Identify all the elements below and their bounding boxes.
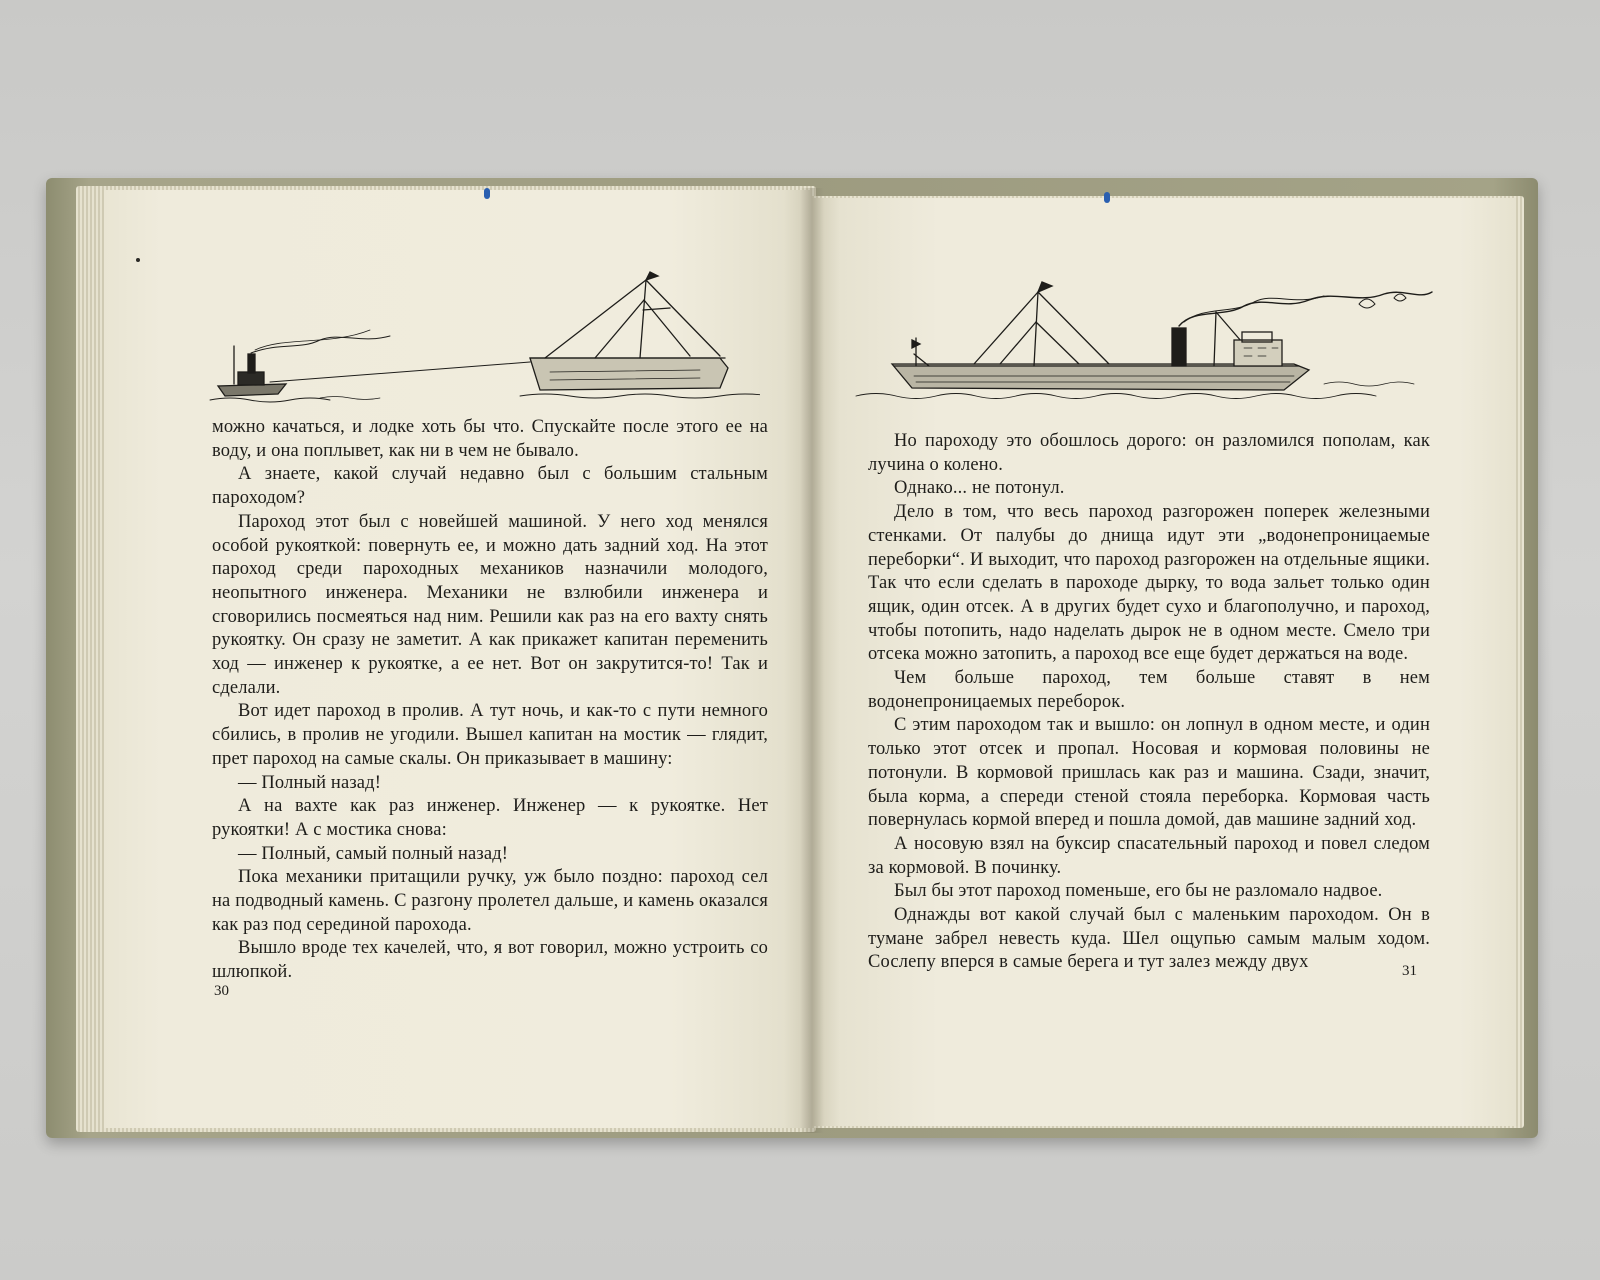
paragraph: С этим пароходом так и вышло: он лопнул в одном месте, и один только этот отсек и пропал. Носовая и кормовая половины не потонули. В кормовой пришлась как раз и машина. Сзади, значит, была корма, а спереди стеной стояла переборка. Кормовая часть повернулась кормой вперед и пошла домой, дав машине задний ход. bbox=[868, 715, 1430, 831]
right-page-text bbox=[868, 430, 1430, 975]
tugboat-towing-ship-illustration bbox=[200, 250, 760, 410]
steamship-illustration bbox=[854, 278, 1444, 414]
ink-dot bbox=[136, 258, 140, 262]
paragraph: можно качаться, и лодке хоть бы что. Спускайте после этого ее на воду, и она поплывет, как ни в чем не бывало. bbox=[212, 417, 768, 461]
paragraph: Пароход этот был с новейшей машиной. У него ход менялся особой рукояткой: повернуть ее, и можно дать задний ход. На этот пароход среди пароходных механиков назначили молодого, неопытного инженера. Механики не взлюбили инженера и сговорились посмеяться над ним. Решили как раз на его вахту снять рукоятку. Он сразу не заметит. А как прикажет капитан переменить ход — инженер к рукоятке, а ее нет. Вот он закрутится-то! Так и сделали. bbox=[212, 511, 768, 698]
paragraph: Дело в том, что весь пароход разгорожен поперек железными стенками. От палубы до днища идут эти „водонепроницаемые переборки“. И выходит, что пароход разгорожен на отдельные ящики. Так что если сделать в пароходе дырку, то вода зальет только один ящик, один отсек. А в других будет сухо и благополучно, и пароход, чтобы потопить, надо наделать дырок не в одном месте. Смело три отсека можно затопить, а пароход все еще будет держаться на воде. bbox=[868, 502, 1430, 665]
paragraph: Был бы этот пароход поменьше, его бы не разломало надвое. bbox=[894, 881, 1383, 902]
paragraph: А знаете, какой случай недавно был с большим стальным пароходом? bbox=[212, 464, 768, 509]
paragraph: Пока механики притащили ручку, уж было поздно: пароход сел на подводный камень. С разгону пролетел дальше, и камень оказался как раз под серединой парохода. bbox=[212, 867, 768, 935]
paragraph: Однако... не потонул. bbox=[894, 478, 1065, 499]
paragraph: Вышло вроде тех качелей, что, я вот говорил, можно устроить со шлюпкой. bbox=[212, 938, 768, 983]
paragraph: Но пароходу это обошлось дорого: он разломился пополам, как лучина о колено. bbox=[868, 431, 1430, 475]
left-page-text bbox=[212, 416, 768, 985]
paragraph: Однажды вот какой случай был с маленьким пароходом. Он в тумане забрел невесть куда. Шел ощупью самым малым ходом. Сослепу вперся в самые берега и тут залез между двух bbox=[868, 905, 1430, 973]
page-number: 30 bbox=[214, 983, 229, 999]
blue-ink-mark bbox=[484, 188, 490, 199]
page-number: 31 bbox=[1402, 963, 1417, 979]
left-page bbox=[104, 190, 812, 1128]
paragraph: А на вахте как раз инженер. Инженер — к рукоятке. Нет рукоятки! А с мостика снова: bbox=[212, 796, 768, 840]
paragraph: Чем больше пароход, тем больше ставят в нем водонепроницаемых переборок. bbox=[868, 668, 1430, 712]
paragraph: А носовую взял на буксир спасательный пароход и повел следом за кормовой. В починку. bbox=[868, 833, 1430, 878]
paragraph: — Полный назад! bbox=[238, 772, 382, 793]
paragraph: Вот идет пароход в пролив. А тут ночь, и как-то с пути немного сбились, в пролив не угодили. Вышел капитан на мостик — глядит, прет пароход на самые скалы. Он приказывает в машину: bbox=[212, 701, 768, 769]
paragraph: — Полный, самый полный назад! bbox=[238, 843, 509, 864]
right-page bbox=[812, 198, 1516, 1126]
blue-ink-mark bbox=[1104, 192, 1110, 203]
